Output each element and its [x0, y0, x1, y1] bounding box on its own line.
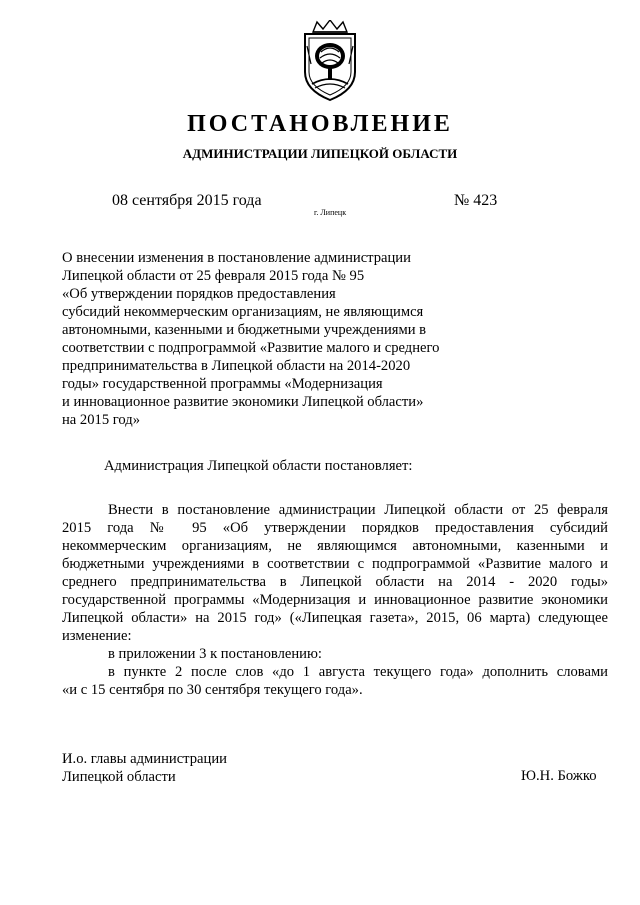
signatory-position-line: Липецкой области — [62, 769, 176, 785]
document-date: 08 сентября 2015 года — [112, 192, 262, 209]
body-line: в пункте 2 после слов «до 1 августа текущего года» дополнить словами — [108, 664, 608, 680]
document-subject — [62, 249, 532, 429]
signatory-position-line: И.о. главы администрации — [62, 751, 227, 767]
subject-line: автономными, казенными и бюджетными учреждениями в — [62, 322, 427, 338]
body-line: изменение: — [62, 628, 132, 644]
subject-line: годы» государственной программы «Модернизация — [62, 376, 383, 392]
body-line: «и с 15 сентября по 30 сентября текущего года». — [62, 682, 363, 698]
subject-line: предпринимательства в Липецкой области на 2014-2020 — [62, 358, 411, 374]
body-line: государственной программы «Модернизация и инновационное развитие экономики — [62, 592, 608, 608]
coat-of-arms-icon — [295, 20, 365, 104]
body-line: Липецкой области» на 2015 год» («Липецкая газета», 2015, 06 марта) следующее — [62, 610, 608, 626]
body-line: в приложении 3 к постановлению: — [108, 646, 322, 662]
document-number: № 423 — [454, 192, 498, 209]
subject-line: и инновационное развитие экономики Липецкой области» — [62, 394, 424, 410]
subject-line: О внесении изменения в постановление администрации — [62, 250, 411, 266]
resolution-body — [62, 501, 608, 699]
body-line: бюджетными учреждениями в соответствии с подпрограммой «Развитие малого и — [62, 556, 608, 572]
document-title: ПОСТАНОВЛЕНИЕ — [187, 111, 453, 137]
body-line: среднего предпринимательства в Липецкой области на 2014 - 2020 годы» — [62, 574, 608, 590]
signatory-position — [62, 750, 227, 786]
body-line: Внести в постановление администрации Липецкой области от 25 февраля — [108, 502, 608, 518]
document-place: г. Липецк — [314, 208, 347, 217]
body-line: 2015 года № 95 «Об утверждении порядков предоставления субсидий — [62, 520, 608, 536]
subject-line: соответствии с подпрограммой «Развитие малого и среднего — [62, 340, 440, 356]
body-line: некоммерческим организациям, не являющимся автономными, казенными и — [62, 538, 608, 554]
subject-line: «Об утверждении порядков предоставления — [62, 286, 336, 302]
subject-line: на 2015 год» — [62, 412, 140, 428]
document-subtitle: АДМИНИСТРАЦИИ ЛИПЕЦКОЙ ОБЛАСТИ — [182, 146, 458, 161]
subject-line: субсидий некоммерческим организациям, не являющимся — [62, 304, 424, 320]
subject-line: Липецкой области от 25 февраля 2015 года № 95 — [62, 268, 365, 284]
signatory-name: Ю.Н. Божко — [521, 768, 597, 784]
resolution-intro: Администрация Липецкой области постановляет: — [104, 458, 413, 474]
